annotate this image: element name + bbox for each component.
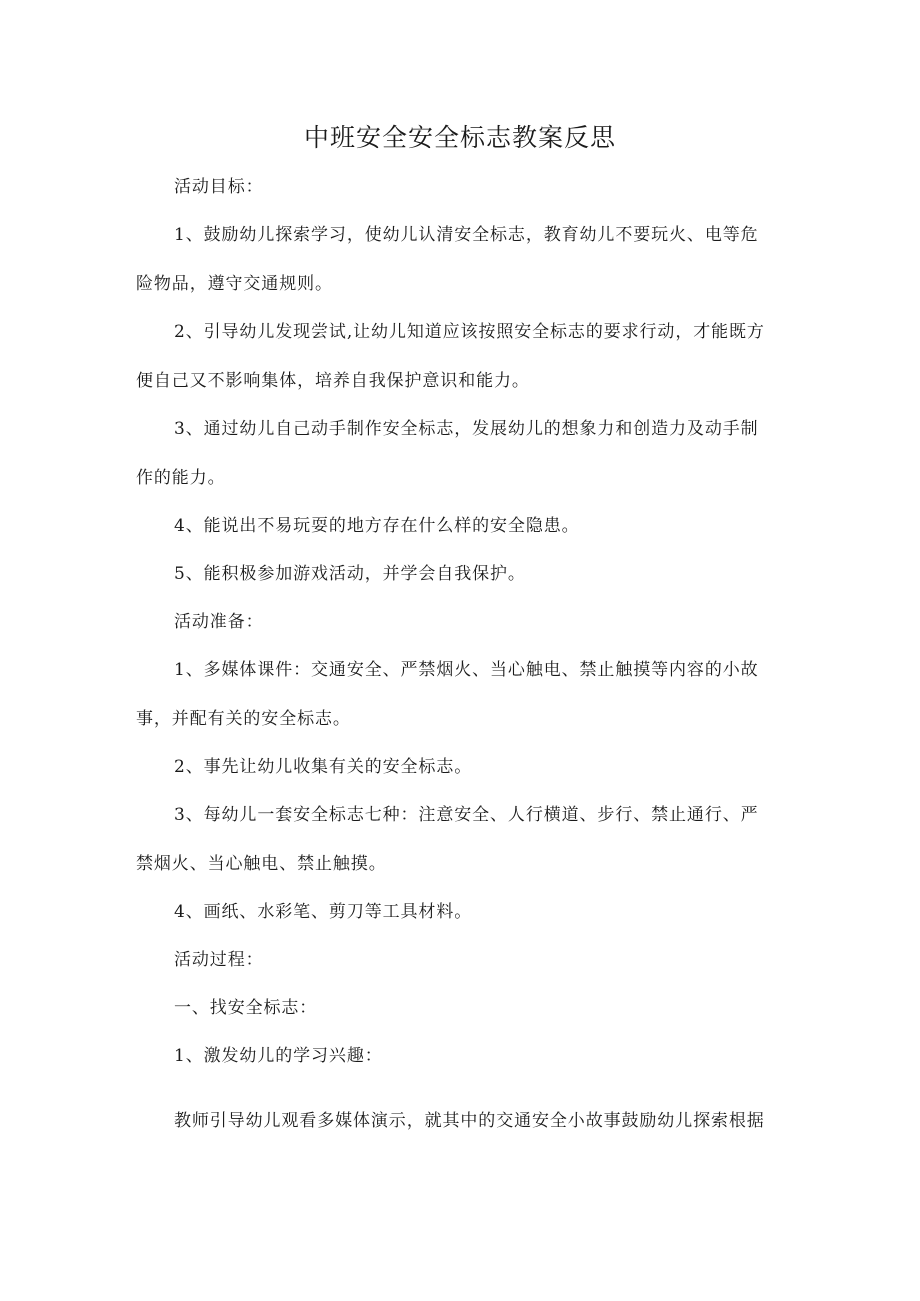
paragraph-line: 作的能力。 xyxy=(136,468,226,488)
paragraph-process-heading: 活动过程： xyxy=(174,950,264,970)
paragraph-line: 险物品，遵守交通规则。 xyxy=(136,274,333,294)
paragraph-line: 2、引导幼儿发现尝试,让幼儿知道应该按照安全标志的要求行动，才能既方 xyxy=(174,322,765,342)
paragraph-prep-4: 4、画纸、水彩笔、剪刀等工具材料。 xyxy=(174,902,473,922)
paragraph-goal-1 xyxy=(136,216,788,313)
paragraph-goal-2 xyxy=(136,313,788,410)
paragraph-line: 3、每幼儿一套安全标志七种：注意安全、人行横道、步行、禁止通行、严 xyxy=(174,805,759,825)
paragraph-goals-heading: 活动目标： xyxy=(174,177,264,197)
paragraph-prep-1 xyxy=(136,651,788,748)
paragraph-prep-2: 2、事先让幼儿收集有关的安全标志。 xyxy=(174,757,473,777)
paragraph-goal-4: 4、能说出不易玩耍的地方存在什么样的安全隐患。 xyxy=(174,516,580,536)
document-body xyxy=(136,168,788,1150)
paragraph-goal-5: 5、能积极参加游戏活动，并学会自我保护。 xyxy=(174,564,526,584)
paragraph-goal-3 xyxy=(136,410,788,507)
paragraph-line: 3、通过幼儿自己动手制作安全标志，发展幼儿的想象力和创造力及动手制 xyxy=(174,419,759,439)
paragraph-step-1-detail: 教师引导幼儿观看多媒体演示，就其中的交通安全小故事鼓励幼儿探索根据 xyxy=(174,1111,765,1131)
paragraph-line: 禁烟火、当心触电、禁止触摸。 xyxy=(136,854,387,874)
paragraph-prep-3 xyxy=(136,796,788,893)
paragraph-line: 1、鼓励幼儿探索学习，使幼儿认清安全标志，教育幼儿不要玩火、电等危 xyxy=(174,225,759,245)
paragraph-line: 事，并配有关的安全标志。 xyxy=(136,709,351,729)
paragraph-step-1: 1、激发幼儿的学习兴趣： xyxy=(174,1046,383,1066)
paragraph-prep-heading: 活动准备： xyxy=(174,612,264,632)
paragraph-line: 便自己又不影响集体，培养自我保护意识和能力。 xyxy=(136,371,530,391)
document-title: 中班安全安全标志教案反思 xyxy=(303,123,616,152)
paragraph-section-1: 一、找安全标志： xyxy=(174,998,318,1018)
paragraph-line: 1、多媒体课件：交通安全、严禁烟火、当心触电、禁止触摸等内容的小故 xyxy=(174,660,759,680)
